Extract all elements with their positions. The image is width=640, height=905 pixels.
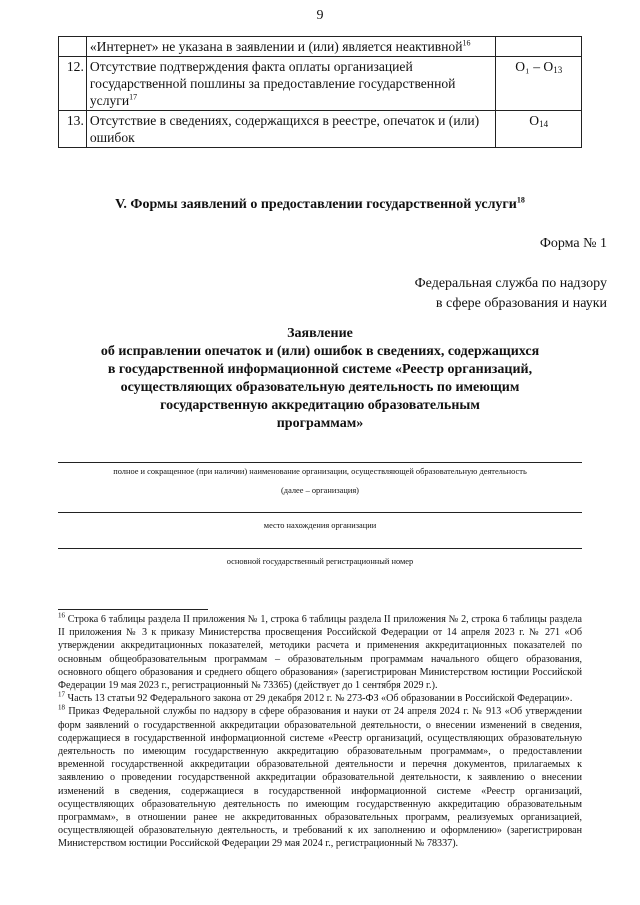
footnote-18 [58,705,582,850]
footnote-number: 18 [58,704,65,713]
row-description [86,57,496,111]
footnote-16 [58,613,582,692]
footnote-number: 16 [58,611,65,620]
footnotes [58,613,582,851]
org-name-field[interactable] [58,462,582,463]
footnote-text: Часть 13 статьи 92 Федерального закона от 29 декабря 2012 г. № 273-ФЗ «Об образовании в Российской Федерации». [65,693,573,705]
statement-line: осуществляющих образовательную деятельность по имеющим [120,380,520,395]
row-code [496,111,582,148]
table-row [59,57,582,111]
criteria-table [58,36,582,148]
ogrn-field[interactable] [58,548,582,549]
row-text: Отсутствие подтверждения факта оплаты организацией государственной пошлины за предоставление государственной услуги [89,59,456,108]
footnote-mark: 18 [516,195,525,205]
code-label: O₁ – O [515,59,554,74]
footnote-text: Строка 6 таблицы раздела II приложения № 1, строка 6 таблицы раздела II приложения № 2, строка 6 таблицы раздела II приложения № 3 к приказу Министерства просвещения Российской Федерации от 14 апреля 2023 г. № 271 «Об утверждении аккредитационных показателей, методики расчета и применения аккредитационных показателей по основным общеобразовательным программам – образовательным программам начального общего образования, основного общего образования и среднего общего образования» (зарегистрирован Министерством юстиции Российской Федерации 19 мая 2023 г., регистрационный № 73365) (действует до 1 сентября 2029 г.). [58,614,582,692]
row-description [86,37,496,57]
org-name-caption-2: (далее – организация) [281,486,359,495]
row-number [59,37,87,57]
row-number: 12. [59,57,87,111]
row-code [496,37,582,57]
code-subscript: 14 [539,119,549,129]
row-code [496,57,582,111]
statement-line: государственную аккредитацию образовательным [160,398,480,413]
footnote-17 [58,692,582,705]
location-field[interactable] [58,512,582,513]
footnote-mark: 17 [129,92,138,102]
code-label: O [529,113,540,128]
row-number: 13. [59,111,87,148]
statement-line: в государственной информационной системе «Реестр организаций, [107,362,533,377]
addressee-line: Федеральная служба по надзору [414,276,607,291]
table-row [59,111,582,148]
footnote-divider [58,609,208,610]
row-description [86,111,496,148]
code-subscript: 13 [553,65,563,75]
section-title: V. Формы заявлений о предоставлении государственной услуги [115,197,517,212]
table-row [59,37,582,57]
footnote-text: Приказ Федеральной службы по надзору в сфере образования и науки от 24 апреля 2024 г. № 913 «Об утверждении форм заявлений о государственной аккредитации образовательной деятельности, о внесении изменений в сведения, содержащиеся в государственной информационной системе «Реестр организаций, осуществляющих образовательную деятельность по имеющим государственную аккредитацию образовательным программам», о предоставлении временной государственной аккредитации образовательной деятельности и перечня документов, прилагаемых к заявлению о проведении государственной аккредитации образовательной деятельности, к заявлению о внесении изменений в сведения, содержащиеся в государственной информационной системе «Реестр организаций, осуществляющих образовательную деятельность по имеющим государственную аккредитацию образовательным программам», в отношении ранее не аккредитованных образовательных программ, реализуемых организацией, осуществляющей образовательную деятельность, и требований к их заполнению и оформлению» (зарегистрирован Министерством юстиции Российской Федерации 29 мая 2024 г., регистрационный № 78337). [58,706,582,850]
row-text: «Интернет» не указана в заявлении и (или) является неактивной [89,39,463,54]
org-name-caption: полное и сокращенное (при наличии) наименование организации, осуществляющей образовательную деятельность [113,467,527,476]
page-number: 9 [316,8,324,23]
footnote-mark: 16 [462,38,471,48]
section-heading [0,197,640,213]
location-caption: место нахождения организации [263,521,377,530]
statement-line: об исправлении опечаток и (или) ошибок в сведениях, содержащихся [100,344,540,359]
statement-title: Заявление [287,326,353,341]
row-text: Отсутствие в сведениях, содержащихся в реестре, опечаток и (или) ошибок [89,113,480,145]
addressee-block [415,274,607,314]
statement-line: программам» [276,416,364,431]
statement-title-block [60,325,580,433]
addressee-line: в сфере образования и науки [435,296,607,311]
form-label: Форма № 1 [539,236,607,251]
ogrn-caption: основной государственный регистрационный номер [226,557,414,566]
footnote-number: 17 [58,690,65,699]
